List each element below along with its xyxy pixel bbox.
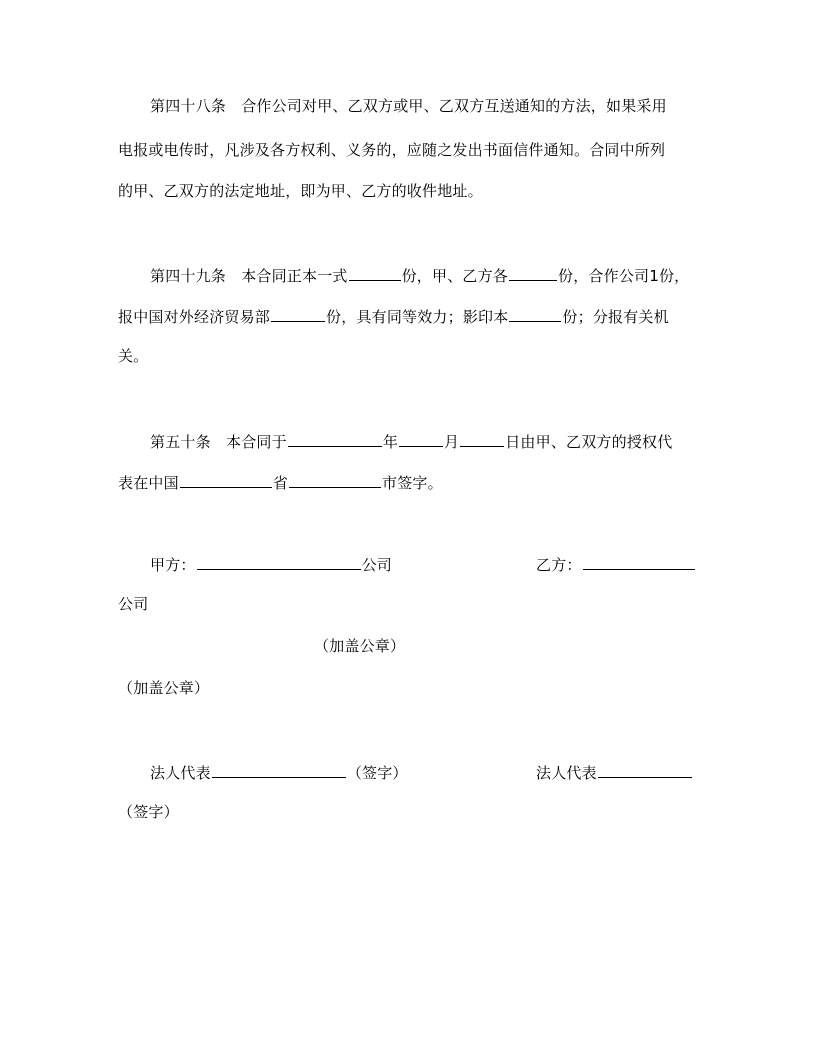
rep-b-sign-note: （签字） [118, 803, 179, 821]
article-49-text-5: 份，具有同等效力；影印本 [326, 308, 509, 326]
rep-b-label: 法人代表 [536, 764, 597, 782]
party-a-company-suffix: 公司 [361, 556, 393, 574]
copies-each-party-blank[interactable] [509, 264, 557, 281]
article-49-line-1 [150, 264, 689, 286]
article-50-text-5: 表在中国 [118, 474, 179, 492]
article-48-line-1: 第四十八条 合作公司对甲、乙双方或甲、乙双方互送通知的方法，如果采用 [150, 97, 667, 115]
sign-year-blank[interactable] [288, 430, 382, 447]
sign-month-blank[interactable] [399, 430, 443, 447]
article-49-text-6: 份；分报有关机 [562, 308, 669, 326]
party-a-label: 甲方： [150, 556, 196, 574]
party-b-company-blank[interactable] [583, 553, 695, 570]
party-b-line [536, 553, 696, 575]
article-50-text-4: 日由甲、乙双方的授权代 [505, 433, 673, 451]
copies-photocopy-blank[interactable] [509, 305, 561, 322]
article-49-text-2: 份，甲、乙方各 [401, 267, 509, 285]
party-b-seal-note: （加盖公章） [118, 679, 210, 697]
article-49-text-1: 第四十九条 本合同正本一式 [150, 267, 348, 285]
rep-b-line [536, 761, 693, 783]
article-50-text-6: 省 [272, 474, 289, 492]
article-50-line-2 [118, 471, 443, 493]
party-a-company-blank[interactable] [197, 553, 361, 570]
party-a-line [150, 553, 392, 575]
rep-b-signature-blank[interactable] [598, 761, 692, 778]
article-49-line-2 [118, 305, 669, 327]
sign-day-blank[interactable] [460, 430, 504, 447]
copies-ministry-blank[interactable] [271, 305, 325, 322]
article-50-line-1 [150, 430, 672, 452]
sign-province-blank[interactable] [180, 471, 272, 488]
article-49-text-3: 份，合作公司1份， [558, 267, 690, 285]
article-49-text-4: 报中国对外经济贸易部 [118, 308, 271, 326]
copies-original-blank[interactable] [349, 264, 401, 281]
rep-a-line [150, 761, 408, 783]
article-48-line-2: 电报或电传时，凡涉及各方权利、义务的，应随之发出书面信件通知。合同中所列 [118, 141, 666, 159]
article-49-line-3: 关。 [118, 347, 149, 365]
article-50-text-3: 月 [444, 433, 460, 451]
article-50-text-7: 市签字。 [382, 474, 443, 492]
party-b-label: 乙方： [536, 556, 582, 574]
party-a-seal-note: （加盖公章） [314, 637, 406, 655]
sign-city-blank[interactable] [289, 471, 381, 488]
party-b-company-suffix: 公司 [118, 595, 149, 613]
article-48-line-3: 的甲、乙双方的法定地址，即为甲、乙方的收件地址。 [118, 182, 483, 200]
rep-a-label: 法人代表 [150, 764, 211, 782]
rep-a-signature-blank[interactable] [212, 761, 346, 778]
article-50-text-1: 第五十条 本合同于 [150, 433, 287, 451]
rep-a-sign-note: （签字） [346, 764, 408, 782]
article-50-text-2: 年 [382, 433, 399, 451]
